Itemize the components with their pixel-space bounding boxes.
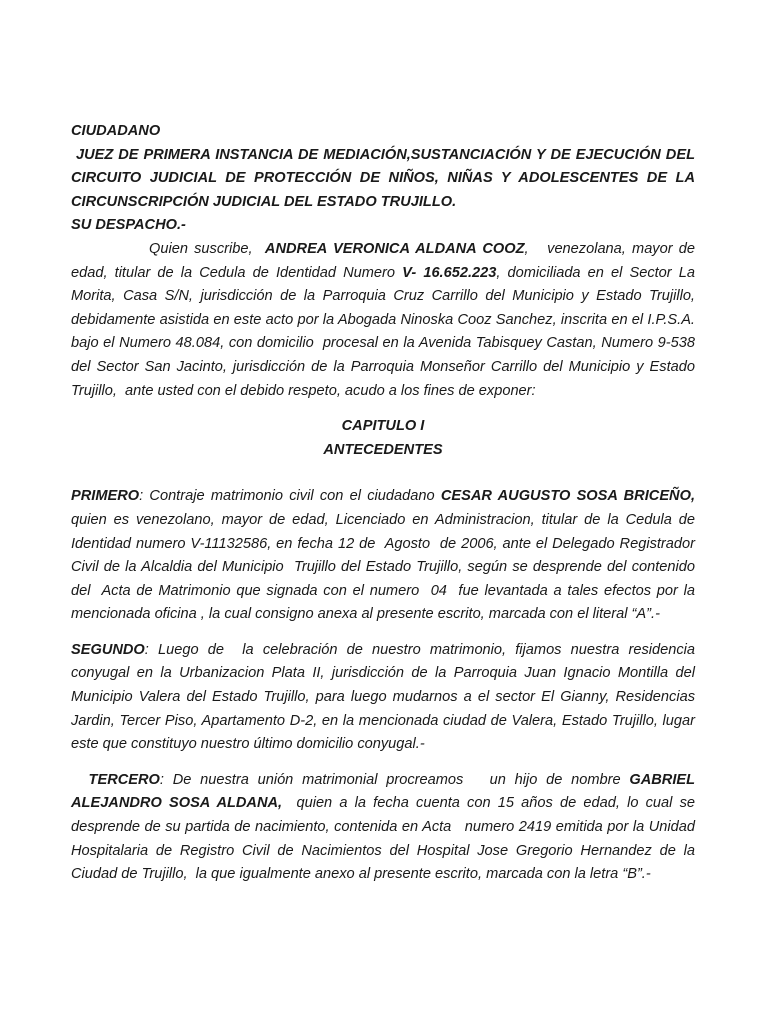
segundo-text-1: : Luego de la celebración de nuestro matrimonio, fijamos nuestra residencia conyugal en la Urbanizacion Plata II, jurisdicción de la Parroquia Juan Ignacio Montilla del Municipio Valera del Estado Trujillo, para luego mudarnos a el sector El Gianny, Residencias Jardin, Tercer Piso, Apartamento D-2, en la mencionada ciudad de Valera, Estado Trujillo, lugar este que constituyo nuestro último domicilio conyugal.- [71,641,700,753]
paragraph-primero [71,485,700,627]
addressee: JUEZ DE PRIMERA INSTANCIA DE MEDIACIÓN,SUSTANCIACIÓN Y DE EJECUCIÓN DEL CIRCUITO JUDICIAL DE PROTECCIÓN DE NIÑOS, NIÑAS Y ADOLESCENTES DE LA CIRCUNSCRIPCIÓN JUDICIAL DEL ESTADO TRUJILLO. [71,146,700,210]
chapter-number: CAPITULO I [341,418,425,435]
paragraph-segundo [71,639,700,757]
letter-heading [71,120,700,238]
intro-text-1: Quien suscribe, [149,240,265,257]
salutation: CIUDADANO [71,123,161,139]
intro-text-3: , domiciliada en el Sector La Morita, Casa S/N, jurisdicción de la Parroquia Cruz Carrillo del Municipio y Estado Trujillo, debidamente asistida en este acto por la Abogada Ninoska Cooz Sanchez, inscrita en el I.P.S.A. bajo el Numero 48.084, con domicilio procesal en la Avenida Tabisquey Castan, Numero 9-538 del Sector San Jacinto, jurisdicción de la Parroquia Monseñor Carrillo del Municipio y Estado Trujillo, ante usted con el debido respeto, acudo a los fines de exponer: [71,264,700,399]
petitioner-name: ANDREA VERONICA ALDANA COOZ [264,240,525,257]
tercero-label: TERCERO [71,771,160,788]
petitioner-id: V- 16.652.223 [402,264,497,281]
primero-text-1: : Contraje matrimonio civil con el ciudadano [139,488,441,505]
spouse-name: CESAR AUGUSTO SOSA BRICEÑO, [440,488,695,505]
intro-text-2: , venezolana, mayor de edad, titular de la Cedula de Identidad Numero [71,240,700,281]
office-line: SU DESPACHO.- [71,217,186,234]
document-page [71,120,700,887]
child-name: GABRIEL ALEJANDRO SOSA ALDANA, [71,771,699,812]
chapter-title: ANTECEDENTES [323,441,443,458]
segundo-label: SEGUNDO [71,641,145,658]
paragraph-tercero [71,769,700,887]
tercero-text-2: quien a la fecha cuenta con 15 años de edad, lo cual se desprende de su partida de nacimiento, contenida en Acta numero 2419 emitida por la Unidad Hospitalaria de Registro Civil de Nacimientos del Hospital Jose Gregorio Hernandez de la Ciudad de Trujillo, la que igualmente anexo al presente escrito, marcada con la letra “B”.- [71,795,700,883]
primero-label: PRIMERO [71,488,140,505]
tercero-text-1: : De nuestra unión matrimonial procreamos un hijo de nombre [159,771,630,788]
intro-paragraph [71,238,700,403]
primero-text-2: quien es venezolano, mayor de edad, Licenciado en Administracion, titular de la Cedula de Identidad numero V-11132586, en fecha 12 de Agosto de 2006, ante el Delegado Registrador Civil de la Alcaldia del Municipio Trujillo del Estado Trujillo, según se desprende del contenido del Acta de Matrimonio que signada con el numero 04 fue levantada a tales efectos por la mencionada oficina , la cual consigno anexa al presente escrito, marcada con el literal “A”.- [71,488,700,623]
